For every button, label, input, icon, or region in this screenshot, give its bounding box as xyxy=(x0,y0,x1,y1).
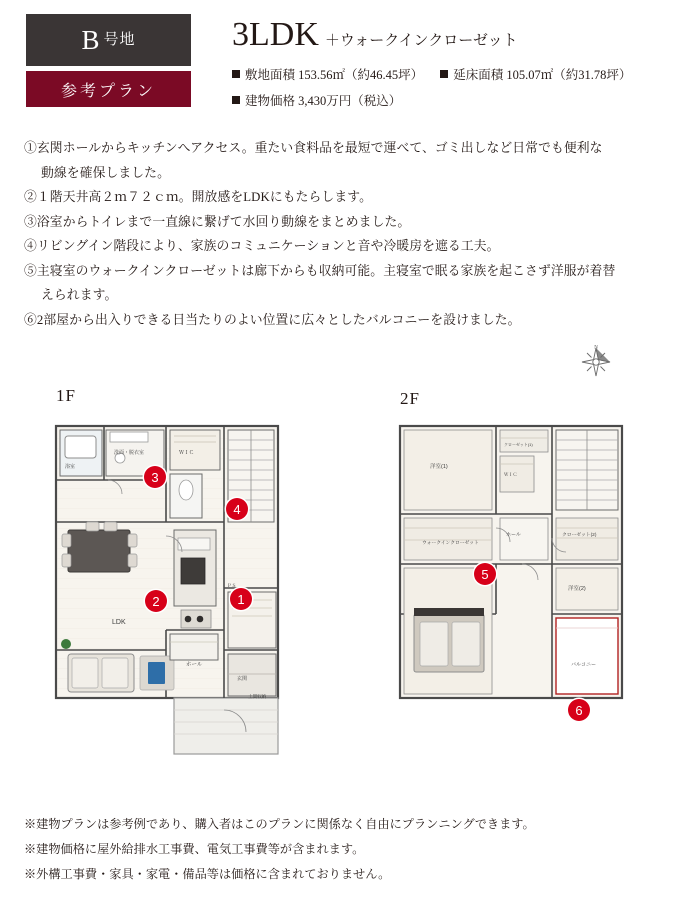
spec-site-area-text: 敷地面積 153.56㎡（約46.45坪） xyxy=(245,68,424,82)
floor-label-1f: 1F xyxy=(56,386,76,405)
note-1: ①玄関ホールからキッチンへアクセス。重たい食料品を最短で運べて、ゴミ出しなど日常でも便利な xyxy=(24,141,603,155)
marker-4 xyxy=(226,498,248,520)
lot-badge-label xyxy=(26,14,191,66)
room-label-hall: ホール xyxy=(186,662,203,668)
room-label-bedroom2: 洋室(2) xyxy=(568,586,586,592)
bullet-square-icon xyxy=(232,70,240,78)
bullet-square-icon xyxy=(232,96,240,104)
feature-notes xyxy=(24,136,669,333)
note-4: ④リビングイン階段により、家族のコミュニケーションと音や冷暖房を遮る工夫。 xyxy=(24,239,500,254)
floorplan-1f xyxy=(48,418,348,778)
marker-1 xyxy=(230,588,252,610)
page-title: 3LDK xyxy=(232,16,319,53)
note-6: ⑥2部屋から出入りできる日当たりのよい位置に広々としたバルコニーを設けました。 xyxy=(24,312,521,327)
room-label-wic-2f: ウォークインクローゼット xyxy=(422,541,479,546)
compass-north-label: N xyxy=(594,345,598,351)
room-label-wic-small: ＷＩＣ xyxy=(504,472,518,477)
room-label-wic-1f: ＷＩＣ xyxy=(179,450,195,456)
spec-floor-area-text: 延床面積 105.07㎡（約31.78坪） xyxy=(453,68,632,82)
plan-badge-label: 参考プラン xyxy=(26,71,191,107)
header xyxy=(0,0,689,120)
room-label-bath: 浴室 xyxy=(65,464,76,470)
floorplan-2f xyxy=(392,418,654,718)
marker-3 xyxy=(144,466,166,488)
room-label-ldk: LDK xyxy=(112,619,126,626)
note-1-cont: 動線を確保しました。 xyxy=(41,165,170,180)
marker-5 xyxy=(474,563,496,585)
footer-note-3: ※外構工事費・家具・家電・備品等は価格に含まれておりません。 xyxy=(24,867,391,882)
note-5-cont: えられます。 xyxy=(41,288,118,303)
marker-6 xyxy=(568,699,590,721)
room-label-entrance: 玄関 xyxy=(237,676,248,682)
marker-4-label: 4 xyxy=(233,501,241,517)
room-label-closet-top: クローゼット(1) xyxy=(504,442,533,447)
title-area xyxy=(232,18,672,114)
room-label-ps: ＰＳ xyxy=(227,583,237,588)
spec-price xyxy=(232,94,401,108)
marker-2-label: 2 xyxy=(152,593,160,609)
floor-label-2f: 2F xyxy=(400,389,420,408)
spec-price-text: 建物価格 3,430万円（税込） xyxy=(245,93,402,108)
lot-letter: B xyxy=(81,24,101,55)
lot-badge xyxy=(26,14,191,107)
room-label-washroom: 洗面・脱衣室 xyxy=(114,450,145,456)
spec-row-2 xyxy=(232,90,672,114)
spec-floor-area xyxy=(440,68,631,82)
bullet-square-icon xyxy=(440,70,448,78)
spec-site-area xyxy=(232,68,423,82)
footer-notes xyxy=(24,812,674,887)
footer-note-1: ※建物プランは参考例であり、購入者はこのプランに関係なく自由にプランニングできます。 xyxy=(24,817,535,831)
room-label-balcony: バルコニー xyxy=(571,662,597,668)
note-5: ⑤主寝室のウォークインクローゼットは廊下からも収納可能。主寝室で眠る家族を起こさず洋服が着替 xyxy=(24,263,616,278)
room-label-hall-2f: ホール xyxy=(506,532,521,538)
lot-letter-suffix: 号地 xyxy=(103,31,136,48)
compass-icon xyxy=(578,344,614,380)
marker-2 xyxy=(145,590,167,612)
room-label-doma: 土間収納 xyxy=(248,694,267,699)
room-label-closet-2f: クローゼット(2) xyxy=(562,533,597,538)
note-2: ②１階天井高２ｍ７２ｃｍ。開放感をLDKにもたらします。 xyxy=(24,190,372,205)
room-label-bedroom1: 洋室(1) xyxy=(430,464,448,470)
footer-note-2: ※建物価格に屋外給排水工事費、電気工事費等が含まれます。 xyxy=(24,842,365,857)
marker-6-label: 6 xyxy=(575,702,583,718)
spec-row-1 xyxy=(232,64,672,88)
marker-3-label: 3 xyxy=(151,469,159,485)
page-subtitle: ＋ウォークインクローゼット xyxy=(324,33,518,49)
marker-5-label: 5 xyxy=(481,566,489,582)
marker-1-label: 1 xyxy=(237,591,245,607)
note-3: ③浴室からトイレまで一直線に繋げて水回り動線をまとめました。 xyxy=(24,214,411,229)
